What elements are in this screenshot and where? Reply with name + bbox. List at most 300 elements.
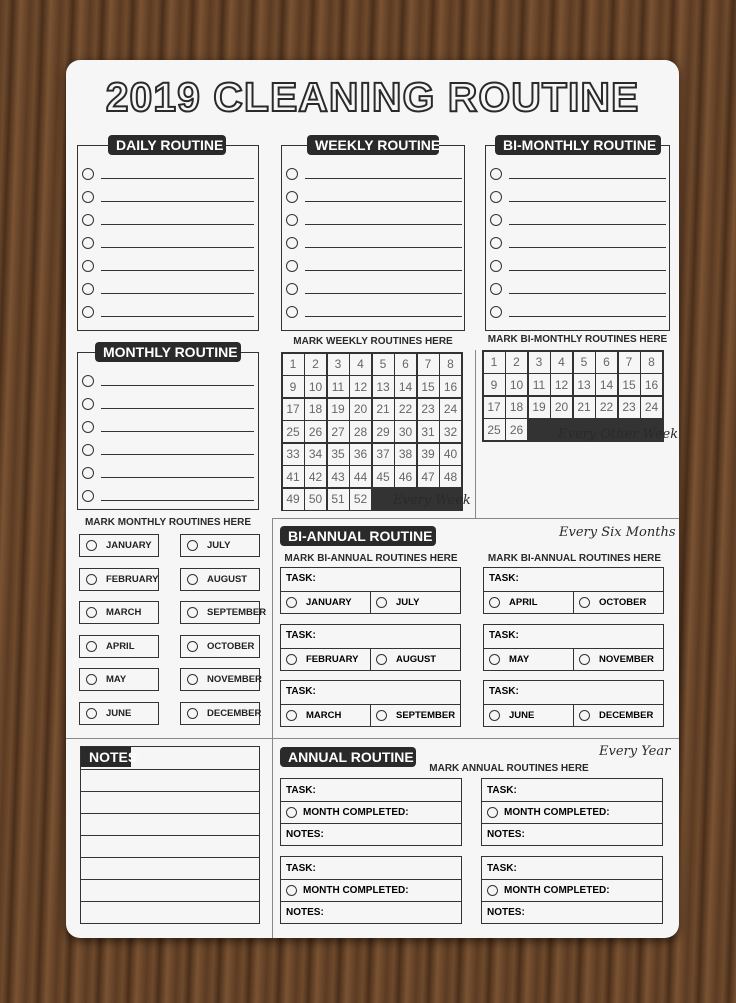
week-cell[interactable]: 23 [418, 399, 439, 420]
checkbox-circle-icon[interactable] [86, 540, 97, 551]
notes-row[interactable] [281, 901, 461, 923]
month-label: JUNE [106, 708, 132, 719]
write-line [101, 316, 254, 317]
task-label: TASK: [489, 573, 519, 584]
week-cell[interactable]: 22 [395, 399, 416, 420]
month-label: AUGUST [396, 653, 437, 665]
month-pair [484, 648, 663, 670]
weekly-tracker-grid [281, 352, 463, 511]
month-checkbox[interactable] [573, 705, 663, 726]
bimonthly-routine-line[interactable] [490, 283, 666, 295]
week-cell[interactable]: 14 [596, 374, 617, 395]
bimonthly-routine-header: BI-MONTHLY ROUTINE [495, 135, 661, 155]
checkbox-circle-icon[interactable] [82, 306, 94, 318]
week-cell[interactable]: 1 [283, 354, 304, 375]
month-checkbox[interactable] [180, 601, 267, 624]
week-cell[interactable]: 14 [395, 376, 416, 397]
checkbox-circle-icon[interactable] [489, 654, 500, 665]
notes-line[interactable] [80, 835, 260, 836]
checkbox-circle-icon[interactable] [376, 710, 387, 721]
bimonthly-mark-label: MARK BI-MONTHLY ROUTINES HERE [487, 334, 668, 345]
week-cell[interactable]: 18 [506, 397, 527, 418]
month-label: MARCH [106, 607, 142, 619]
monthly-routine-header: MONTHLY ROUTINE [95, 342, 241, 362]
month-checkbox[interactable] [79, 635, 159, 658]
checkbox-circle-icon[interactable] [286, 710, 297, 721]
checkbox-circle-icon[interactable] [286, 168, 298, 180]
notes-label: NOTES: [286, 907, 324, 918]
bimonthly-routine-line[interactable] [490, 260, 666, 272]
checkbox-circle-icon[interactable] [490, 168, 502, 180]
biannual-task-box [280, 624, 461, 671]
month-label: JULY [396, 597, 420, 608]
month-checkbox[interactable] [370, 649, 460, 670]
month-checkbox[interactable] [281, 649, 370, 670]
checkbox-circle-icon[interactable] [490, 191, 502, 203]
checkbox-circle-icon[interactable] [286, 306, 298, 318]
week-cell[interactable]: 9 [283, 376, 304, 397]
month-checkbox[interactable] [484, 649, 573, 670]
task-row[interactable] [281, 779, 461, 801]
checkbox-circle-icon[interactable] [286, 597, 297, 608]
month-label: FEBRUARY [106, 573, 159, 585]
notes-label: NOTES: [286, 829, 324, 840]
weekly-routine-line[interactable] [286, 191, 462, 203]
notes-row[interactable] [482, 901, 662, 923]
daily-routine-header: DAILY ROUTINE [108, 135, 226, 155]
month-checkbox[interactable] [180, 668, 260, 691]
biannual-task-box [483, 624, 664, 671]
month-completed-label: MONTH COMPLETED: [303, 807, 409, 818]
week-cell[interactable]: 21 [574, 397, 595, 418]
annual-task-box [481, 856, 663, 924]
week-cell[interactable]: 36 [350, 444, 371, 465]
weekly-routine-header: WEEKLY ROUTINE [307, 135, 439, 155]
write-line [509, 316, 666, 317]
month-pair [281, 704, 460, 726]
month-checkbox[interactable] [79, 534, 159, 557]
checkbox-circle-icon[interactable] [82, 237, 94, 249]
week-cell[interactable]: 32 [440, 421, 461, 442]
month-checkbox[interactable] [573, 649, 663, 670]
month-checkbox[interactable] [180, 702, 260, 725]
month-label: MAY [106, 674, 127, 686]
checkbox-circle-icon[interactable] [490, 214, 502, 226]
week-cell[interactable]: 50 [305, 489, 326, 510]
weekly-mark-label: MARK WEEKLY ROUTINES HERE [293, 336, 453, 347]
bimonthly-routine-line[interactable] [490, 214, 666, 226]
week-cell[interactable]: 22 [596, 397, 617, 418]
write-line [509, 247, 666, 248]
task-row[interactable] [482, 857, 662, 879]
checkbox-circle-icon[interactable] [286, 283, 298, 295]
checkbox-circle-icon[interactable] [490, 283, 502, 295]
week-cell[interactable]: 31 [418, 421, 439, 442]
bimonthly-routine-line[interactable] [490, 237, 666, 249]
every-other-week-note: Every Other Week [558, 427, 679, 442]
notes-line[interactable] [80, 879, 260, 880]
task-label: TASK: [487, 862, 517, 874]
month-label: SEPTEMBER [396, 710, 456, 721]
checkbox-circle-icon[interactable] [490, 306, 502, 318]
week-cell[interactable]: 48 [440, 466, 461, 487]
task-label: TASK: [489, 629, 519, 641]
week-cell[interactable]: 20 [350, 399, 371, 420]
checkbox-circle-icon[interactable] [487, 807, 498, 818]
daily-routine-line[interactable] [82, 214, 254, 226]
week-cell[interactable]: 51 [328, 489, 349, 510]
week-cell[interactable]: 43 [328, 466, 349, 487]
week-cell[interactable]: 47 [418, 466, 439, 487]
annual-mark-label: MARK ANNUAL ROUTINES HERE [429, 763, 589, 774]
month-label: DECEMBER [207, 708, 262, 719]
write-line [101, 408, 254, 409]
week-cell[interactable]: 4 [551, 352, 572, 373]
week-cell[interactable]: 30 [395, 421, 416, 442]
week-cell[interactable]: 21 [373, 399, 394, 420]
week-cell[interactable]: 1 [484, 352, 505, 373]
month-checkbox[interactable] [281, 705, 370, 726]
month-label: APRIL [509, 597, 538, 608]
monthly-routine-line[interactable] [82, 467, 254, 479]
week-cell[interactable]: 12 [350, 376, 371, 397]
week-cell[interactable]: 13 [373, 376, 394, 397]
checkbox-circle-icon[interactable] [86, 708, 97, 719]
month-label: NOVEMBER [599, 653, 654, 665]
month-completed-row[interactable] [482, 879, 662, 901]
weekly-routine-line[interactable] [286, 237, 462, 249]
month-label: SEPTEMBER [207, 607, 267, 619]
month-label: APRIL [106, 640, 135, 652]
week-cell[interactable]: 11 [328, 376, 349, 397]
week-cell[interactable]: 9 [484, 374, 505, 395]
week-cell[interactable]: 16 [440, 376, 461, 397]
month-checkbox[interactable] [79, 601, 159, 624]
write-line [101, 500, 254, 501]
month-label: OCTOBER [599, 597, 647, 608]
week-cell[interactable]: 13 [574, 374, 595, 395]
monthly-routine-line[interactable] [82, 490, 254, 502]
week-cell[interactable]: 42 [305, 466, 326, 487]
checkbox-circle-icon[interactable] [82, 490, 94, 502]
week-cell[interactable]: 10 [506, 374, 527, 395]
task-label: TASK: [487, 784, 517, 796]
week-cell[interactable]: 8 [440, 354, 461, 375]
month-completed-row[interactable] [281, 801, 461, 823]
month-label: DECEMBER [599, 710, 654, 721]
week-cell[interactable]: 27 [328, 421, 349, 442]
daily-routine-line[interactable] [82, 283, 254, 295]
checkbox-circle-icon[interactable] [86, 641, 97, 652]
week-cell[interactable]: 15 [418, 376, 439, 397]
annual-task-box [280, 856, 462, 924]
divider [66, 738, 679, 739]
month-label: JANUARY [306, 597, 352, 608]
week-cell[interactable]: 2 [305, 354, 326, 375]
notes-label: NOTES: [487, 829, 525, 840]
week-cell[interactable]: 39 [418, 444, 439, 465]
checkbox-circle-icon[interactable] [489, 597, 500, 608]
checkbox-circle-icon[interactable] [187, 574, 198, 585]
week-cell[interactable]: 28 [350, 421, 371, 442]
week-cell[interactable]: 7 [619, 352, 640, 373]
month-label: AUGUST [207, 573, 248, 585]
week-cell[interactable]: 49 [283, 489, 304, 510]
checkbox-circle-icon[interactable] [187, 540, 198, 551]
week-cell[interactable]: 52 [350, 489, 371, 510]
write-line [101, 293, 254, 294]
checkbox-circle-icon[interactable] [86, 674, 97, 685]
checkbox-circle-icon[interactable] [82, 421, 94, 433]
checkbox-circle-icon[interactable] [82, 467, 94, 479]
month-checkbox[interactable] [180, 568, 260, 591]
checkbox-circle-icon[interactable] [487, 885, 498, 896]
write-line [101, 270, 254, 271]
week-cell[interactable]: 40 [440, 444, 461, 465]
biannual-task-box [483, 567, 664, 614]
week-cell[interactable]: 3 [529, 352, 550, 373]
month-checkbox[interactable] [370, 592, 460, 613]
notes-line[interactable] [80, 901, 260, 902]
month-checkbox[interactable] [281, 592, 370, 613]
write-line [509, 270, 666, 271]
notes-line[interactable] [80, 813, 260, 814]
week-cell[interactable]: 23 [619, 397, 640, 418]
week-cell[interactable]: 6 [596, 352, 617, 373]
checkbox-circle-icon[interactable] [286, 654, 297, 665]
annual-task-box [280, 778, 462, 846]
month-checkbox[interactable] [180, 635, 260, 658]
checkbox-circle-icon[interactable] [82, 260, 94, 272]
month-checkbox[interactable] [79, 568, 159, 591]
checkbox-circle-icon[interactable] [82, 375, 94, 387]
week-cell[interactable]: 46 [395, 466, 416, 487]
notes-row[interactable] [281, 823, 461, 845]
week-cell[interactable]: 34 [305, 444, 326, 465]
write-line [305, 201, 462, 202]
notes-line[interactable] [80, 769, 260, 770]
weekly-routine-line[interactable] [286, 283, 462, 295]
month-completed-row[interactable] [281, 879, 461, 901]
checkbox-circle-icon[interactable] [286, 237, 298, 249]
checkbox-circle-icon[interactable] [82, 214, 94, 226]
checkbox-circle-icon[interactable] [579, 710, 590, 721]
monthly-routine-line[interactable] [82, 398, 254, 410]
week-cell[interactable]: 16 [641, 374, 662, 395]
month-checkbox[interactable] [370, 705, 460, 726]
write-line [509, 293, 666, 294]
week-cell[interactable]: 17 [283, 399, 304, 420]
task-label: TASK: [286, 862, 316, 874]
checkbox-circle-icon[interactable] [579, 597, 590, 608]
month-pair [484, 704, 663, 726]
checkbox-circle-icon[interactable] [86, 574, 97, 585]
week-cell[interactable]: 19 [529, 397, 550, 418]
week-cell[interactable]: 10 [305, 376, 326, 397]
annual-routine-header: ANNUAL ROUTINE [280, 747, 416, 767]
checkbox-circle-icon[interactable] [82, 398, 94, 410]
every-week-note: Every Week [393, 493, 471, 508]
biannual-mark-label-left: MARK BI-ANNUAL ROUTINES HERE [284, 553, 458, 564]
week-cell[interactable]: 12 [551, 374, 572, 395]
task-row[interactable] [281, 857, 461, 879]
write-line [101, 224, 254, 225]
month-label: JUNE [509, 710, 535, 721]
month-completed-label: MONTH COMPLETED: [504, 885, 610, 896]
biannual-mark-label-right: MARK BI-ANNUAL ROUTINES HERE [487, 553, 662, 564]
checkbox-circle-icon[interactable] [490, 260, 502, 272]
biannual-task-box [483, 680, 664, 727]
write-line [101, 385, 254, 386]
week-cell[interactable]: 20 [551, 397, 572, 418]
weekly-routine-line[interactable] [286, 306, 462, 318]
checkbox-circle-icon[interactable] [490, 237, 502, 249]
divider [272, 518, 273, 938]
month-label: OCTOBER [207, 640, 255, 652]
week-cell[interactable]: 25 [484, 419, 505, 440]
write-line [305, 316, 462, 317]
month-checkbox[interactable] [180, 534, 260, 557]
monthly-routine-line[interactable] [82, 444, 254, 456]
bimonthly-routine-line[interactable] [490, 191, 666, 203]
bimonthly-routine-line[interactable] [490, 168, 666, 180]
write-line [101, 454, 254, 455]
checkbox-circle-icon[interactable] [187, 641, 198, 652]
write-line [305, 247, 462, 248]
month-checkbox[interactable] [573, 592, 663, 613]
task-label: TASK: [286, 686, 316, 697]
month-pair [484, 591, 663, 613]
checkbox-circle-icon[interactable] [286, 885, 297, 896]
month-label: FEBRUARY [306, 653, 359, 665]
month-label: JULY [207, 540, 231, 551]
checkbox-circle-icon[interactable] [86, 607, 97, 618]
monthly-mark-label: MARK MONTHLY ROUTINES HERE [84, 517, 252, 528]
daily-routine-line[interactable] [82, 306, 254, 318]
checkbox-circle-icon[interactable] [286, 260, 298, 272]
week-cell[interactable]: 26 [305, 421, 326, 442]
week-cell[interactable]: 18 [305, 399, 326, 420]
write-line [101, 201, 254, 202]
week-cell[interactable]: 17 [484, 397, 505, 418]
month-pair [281, 648, 460, 670]
checkbox-circle-icon[interactable] [376, 654, 387, 665]
write-line [305, 270, 462, 271]
write-line [101, 247, 254, 248]
notes-line[interactable] [80, 857, 260, 858]
week-cell[interactable]: 8 [641, 352, 662, 373]
write-line [305, 224, 462, 225]
checkbox-circle-icon[interactable] [82, 168, 94, 180]
task-label: TASK: [286, 784, 316, 796]
month-label: MARCH [306, 710, 342, 721]
month-label: MAY [509, 653, 530, 665]
week-cell[interactable]: 24 [440, 399, 461, 420]
notes-header: NOTES [81, 747, 131, 767]
week-cell[interactable]: 37 [373, 444, 394, 465]
weekly-routine-line[interactable] [286, 260, 462, 272]
notes-label: NOTES: [487, 907, 525, 918]
week-cell[interactable]: 5 [373, 354, 394, 375]
week-cell[interactable]: 35 [328, 444, 349, 465]
week-cell[interactable]: 7 [418, 354, 439, 375]
checkbox-circle-icon[interactable] [187, 708, 198, 719]
daily-routine-line[interactable] [82, 237, 254, 249]
week-cell[interactable]: 24 [641, 397, 662, 418]
week-cell[interactable]: 44 [350, 466, 371, 487]
week-cell[interactable]: 33 [283, 444, 304, 465]
write-line [305, 293, 462, 294]
biannual-routine-header: BI-ANNUAL ROUTINE [280, 526, 436, 546]
checkbox-circle-icon[interactable] [187, 674, 198, 685]
checkbox-circle-icon[interactable] [82, 191, 94, 203]
week-cell[interactable]: 29 [373, 421, 394, 442]
daily-routine-line[interactable] [82, 191, 254, 203]
checkbox-circle-icon[interactable] [286, 191, 298, 203]
month-checkbox[interactable] [79, 702, 159, 725]
write-line [305, 178, 462, 179]
week-cell[interactable]: 15 [619, 374, 640, 395]
checkbox-circle-icon[interactable] [187, 607, 198, 618]
month-label: JANUARY [106, 540, 152, 551]
checkbox-circle-icon[interactable] [579, 654, 590, 665]
week-cell[interactable]: 6 [395, 354, 416, 375]
month-checkbox[interactable] [484, 705, 573, 726]
week-cell[interactable]: 45 [373, 466, 394, 487]
notes-line[interactable] [80, 791, 260, 792]
month-completed-row[interactable] [482, 801, 662, 823]
week-cell[interactable]: 3 [328, 354, 349, 375]
week-cell[interactable]: 19 [328, 399, 349, 420]
week-cell[interactable]: 41 [283, 466, 304, 487]
checkbox-circle-icon[interactable] [82, 283, 94, 295]
daily-routine-line[interactable] [82, 260, 254, 272]
week-cell[interactable]: 4 [350, 354, 371, 375]
notes-row[interactable] [482, 823, 662, 845]
week-cell[interactable]: 38 [395, 444, 416, 465]
write-line [101, 178, 254, 179]
week-cell[interactable]: 26 [506, 419, 527, 440]
checkbox-circle-icon[interactable] [376, 597, 387, 608]
write-line [509, 224, 666, 225]
task-row[interactable] [482, 779, 662, 801]
checkbox-circle-icon[interactable] [286, 807, 297, 818]
week-cell[interactable]: 5 [574, 352, 595, 373]
week-cell[interactable]: 25 [283, 421, 304, 442]
biannual-task-box [280, 680, 461, 727]
month-completed-label: MONTH COMPLETED: [303, 885, 409, 896]
month-completed-label: MONTH COMPLETED: [504, 807, 610, 818]
annual-task-box [481, 778, 663, 846]
week-cell[interactable]: 2 [506, 352, 527, 373]
write-line [101, 431, 254, 432]
checkbox-circle-icon[interactable] [286, 214, 298, 226]
every-six-months-note: Every Six Months [559, 525, 676, 540]
daily-routine-line[interactable] [82, 168, 254, 180]
monthly-routine-line[interactable] [82, 375, 254, 387]
weekly-routine-line[interactable] [286, 214, 462, 226]
checkbox-circle-icon[interactable] [82, 444, 94, 456]
cleaning-planner-sheet [66, 60, 679, 938]
monthly-routine-line[interactable] [82, 421, 254, 433]
week-cell[interactable]: 11 [529, 374, 550, 395]
checkbox-circle-icon[interactable] [489, 710, 500, 721]
month-checkbox[interactable] [79, 668, 159, 691]
month-label: NOVEMBER [207, 674, 262, 686]
weekly-routine-line[interactable] [286, 168, 462, 180]
bimonthly-routine-line[interactable] [490, 306, 666, 318]
month-checkbox[interactable] [484, 592, 573, 613]
